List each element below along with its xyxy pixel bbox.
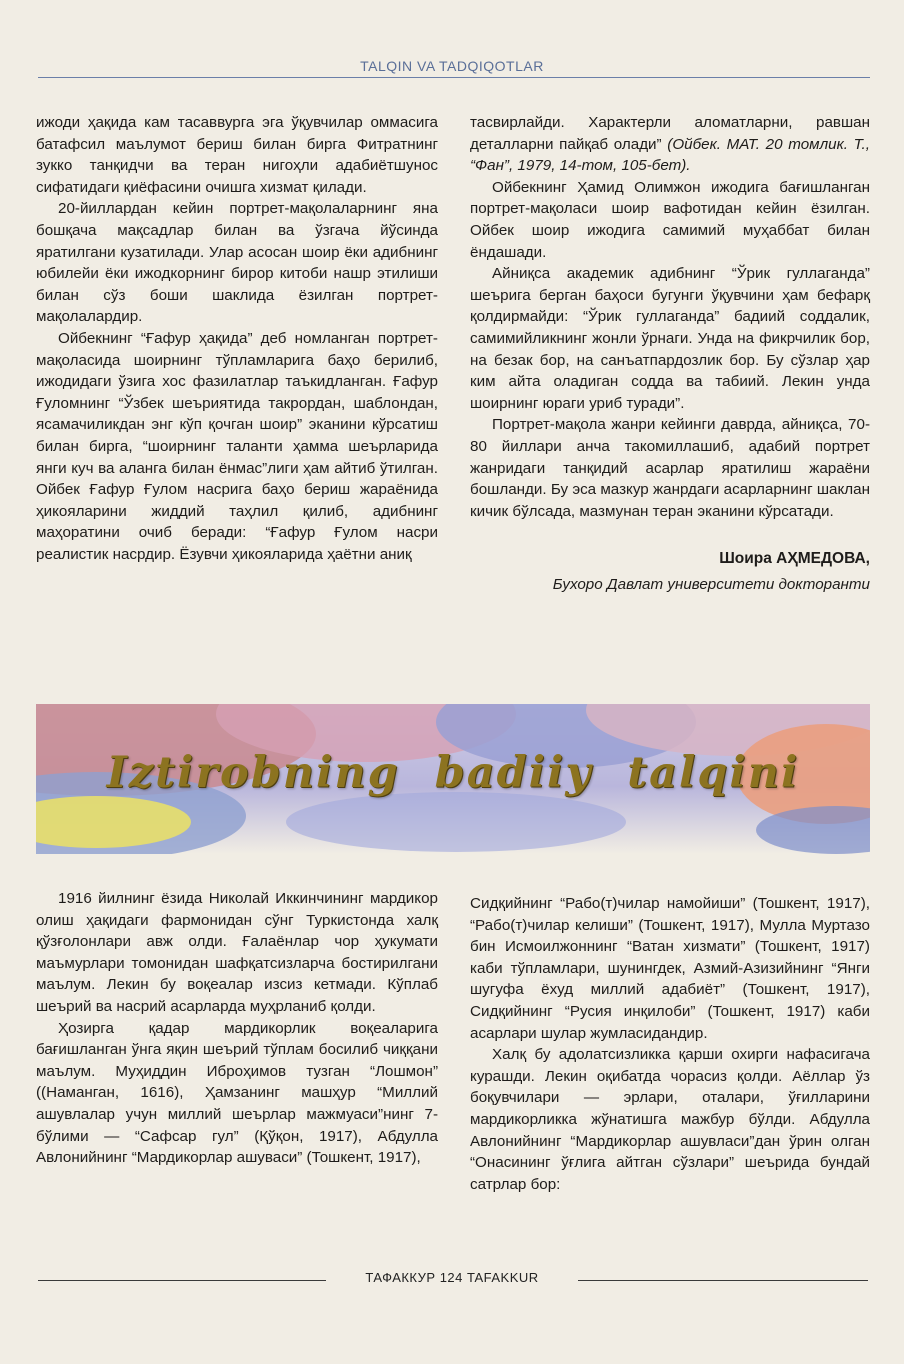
paragraph: Ҳозирга қадар мардикорлик воқеаларига бағишланган ўнга яқин шеърий тўплам босилиб чиққани маълум. Муҳиддин Иброҳимов тузган “Лошмон” ((Наманган, 1616), Ҳамзанинг машҳур “Миллий ашувлалар учун миллий шеърлар мажмуаси”нинг 7-бўлими — “Сафсар гул” (Қўқон, 1917), Абдулла Авлонийнинг “Мардикорлар ашуваси” (Тошкент, 1917), [36,1019,438,1167]
paragraph [470,112,870,177]
article1-column-left [36,112,438,565]
article-title: Iztirobning badiiy talqini [106,748,800,798]
article1-column-right [470,112,870,595]
paragraph: ижоди ҳақида кам тасаввурга эга ўқувчилар оммасига батафсил маълумот бериш билан бирга Фитратнинг зукко танқидчи ва теран нигоҳли адабиётшунос сифатидаги қиёфасини очишга хизмат қилади. [36,114,438,196]
author-affiliation: Бухоро Давлат университети докторанти [552,575,870,593]
footer-page-label: ТАФАККУР 124 TAFAKKUR [365,1270,539,1285]
article2-column-left [36,888,438,1169]
paragraph: 20-йиллардан кейин портрет-мақолаларнинг яна бошқача мақсадлар билан ва ўзгача йўсинда яратилгани кузатилади. Улар асосан шоир ёки адибнинг юбилейи ёки ижодкорнинг бирор китоби нашр этилиши билан сўз боши шаклида ёзилган портрет-мақолалардир. [36,200,438,326]
paragraph: Халқ бу адолатсизликка қарши охирги нафасигача курашди. Лекин оқибатда чорасиз қолди. Аёллар ўз боқувчилари — эрлари, оталари, ўғилларини мардикорликка жўнатишга мажбур бўлди. Абдулла Авлонийнинг “Мардикорлар ашувласи”дан ўрин олган “Онасининг ўғлига айтган сўзлари” шеърида бундай сатрлар бор: [470,1046,870,1193]
footer-rule-left [38,1280,326,1281]
paragraph: 1916 йилнинг ёзида Николай Иккинчининг мардикор олиш ҳақидаги фармонидан сўнг Туркистонда халқ қўзғолонлари авж олди. Ғалаёнлар чор ҳукумати маъмурлари томонидан шафқатсизларча бостирилгани маълум. Лекин бу воқеалар изсиз кетмади. Кўплаб шеърий ва насрий асарларда муҳрланиб қолди. [36,890,438,1015]
article2-column-right [470,893,870,1195]
footer-rule-right [578,1280,868,1281]
paragraph: Ойбекнинг Ҳамид Олимжон ижодига бағишланган портрет-мақоласи шоир вафотидан кейин ёзилган. Ойбек шоир ижодига самимий муҳаббат билан ёндашади. [470,178,870,261]
running-title: TALQIN VA TADQIQOTLAR [360,58,544,74]
paragraph: Портрет-мақола жанри кейинги даврда, айниқса, 70-80 йиллари анча такомиллашиб, адабий портрет жанридаги танқидий асарлар яратилиш жараёни бошланди. Бу эса мазкур жанрдаги асарларнинг шаклан кичик бўлсада, мазмунан теран эканини кўрсатади. [470,416,870,520]
paragraph: Ойбекнинг “Ғафур ҳақида” деб номланган портрет-мақоласида шоирнинг тўпламларига баҳо берилиб, ижодидаги ўзига хос фазилатлар таъкидланган. Ғафур Ғуломнинг “Ўзбек шеъриятида такрордан, шаблондан, ясамачиликдан энг кўп қочган шоир” эканини кўрсатиш билан бирга, “шоирнинг таланти ҳамма шеърларида янги куч ва аланга билан ёнмас”лиги ҳам айтиб ўтилган. Ойбек Ғафур Ғулом насрига баҳо бериш жараёнида ҳикояларини жиддий таҳлил қилиб, адибнинг маҳоратини очиб беради: “Ғафур Ғулом насри реалистик насрдир. Ёзувчи ҳикояларида ҳаётни аниқ [36,329,438,563]
quote-end: тасвирлайди. Характерли аломатларни, равшан деталларни пайқаб олади” [470,114,870,153]
paragraph: Айниқса академик адибнинг “Ўрик гуллаганда” шеърига берган баҳоси бугунги ўқувчини ҳам бефарқ қолдирмайди: “Ўрик гуллаганда” бадиий соддалик, самимийликнинг жонли ўрнаги. Унда на фикрчилик бор, на безак бор, на санъатпардозлик бор. Бу сўзлар ҳар ким айта оладиган содда ва табиий. Лекин унда шоирнинг юраги уриб туради”. [470,265,870,412]
citation: (Ойбек. МАТ. 20 томлик. Т., “Фан”, 1979, 14-том, 105-бет). [470,135,870,175]
author-name: Шоира АҲМЕДОВА, [719,550,870,568]
header-rule [38,77,870,78]
article-title-banner [36,704,870,854]
paragraph: Сидқийнинг “Рабо(т)чилар намойиши” (Тошкент, 1917), “Рабо(т)чилар келиши” (Тошкент, 1917), Мулла Муртазо бин Исмоилжоннинг “Ватан хизмати” (Тошкент, 1917) каби тўпламлари, шунингдек, Азмий-Азизийнинг “Янги шугуфа ёхуд миллий адабиёт” (Тошкент, 1917), Сидқийнинг “Русия инқилоби” (Тошкент, 1917) каби асарлари шулар жумласидандир. [470,895,870,1042]
